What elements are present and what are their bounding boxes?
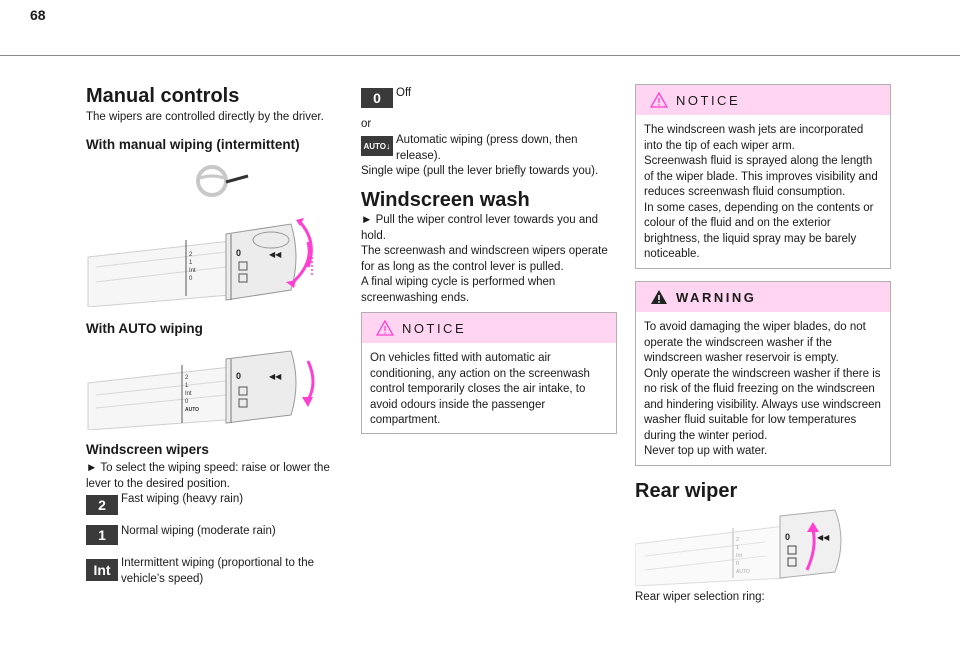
page-number: 68 [30, 7, 46, 23]
section-title-rear-wiper: Rear wiper [635, 480, 738, 502]
notice-box-col2 [361, 312, 617, 434]
svg-text:Int: Int [185, 391, 192, 397]
svg-text:2: 2 [185, 375, 189, 381]
key-2-text: Fast wiping (heavy rain) [121, 493, 244, 505]
svg-text:2: 2 [189, 252, 193, 258]
single-wipe-text: Single wipe (pull the lever briefly towards you). [361, 165, 599, 177]
notice-header [636, 85, 890, 115]
notice-box-col3 [635, 84, 891, 269]
subheading-manual-wiping: With manual wiping (intermittent) [86, 137, 300, 152]
warning-box [635, 281, 891, 466]
wiper-lever-auto-illustration [86, 345, 326, 430]
section-title-manual-controls: Manual controls [86, 85, 240, 107]
warning-header [636, 282, 890, 312]
steering-wheel-icon [192, 164, 262, 198]
svg-text:Int: Int [736, 553, 743, 559]
key-0: 0 [361, 88, 393, 108]
wash-text: ► Pull the wiper control lever towards you and hold. The screenwash and windscreen wipers operate for as long as the control lever is pulled. A final wiping cycle is performed when screenwashing ends. [361, 214, 608, 304]
notice-title: NOTICE [676, 92, 741, 108]
svg-text:◀◀: ◀◀ [817, 533, 830, 542]
svg-text:0: 0 [236, 371, 242, 381]
warning-triangle-icon [376, 320, 394, 336]
svg-text:1: 1 [736, 545, 740, 551]
intro-text: The wipers are controlled directly by the driver. [86, 111, 324, 123]
svg-text:0: 0 [189, 276, 193, 282]
key-int: Int [86, 559, 118, 581]
warning-filled-triangle-icon [650, 289, 668, 305]
header-rule [0, 55, 960, 56]
key-auto-label: AUTO [363, 141, 387, 151]
svg-text:◀◀: ◀◀ [269, 250, 282, 259]
warning-title: WARNING [676, 289, 757, 305]
key-auto-text: Automatic wiping (press down, then release). [396, 134, 578, 162]
notice-header [362, 313, 616, 343]
notice-body: The windscreen wash jets are incorporated into the tip of each wiper arm. Screenwash fluid is sprayed along the length of the wiper blade. This improves visibility and reduces screenwash fluid consumption. In some cases, depending on the contents or colour of the fluid and on the exterior brightness, the liquid spray may be barely noticeable. [644, 124, 878, 260]
subheading-auto-wiping: With AUTO wiping [86, 321, 203, 336]
key-2: 2 [86, 495, 118, 515]
section-title-windscreen-wash: Windscreen wash [361, 189, 530, 211]
svg-text:AUTO: AUTO [185, 407, 200, 413]
svg-text:1: 1 [185, 383, 189, 389]
svg-text:0: 0 [236, 248, 242, 258]
subheading-windscreen-wipers: Windscreen wipers [86, 442, 209, 457]
notice-title: NOTICE [402, 320, 467, 336]
svg-text:2: 2 [736, 537, 740, 543]
or-text: or [361, 118, 372, 130]
warning-triangle-icon [650, 92, 668, 108]
svg-text:0: 0 [185, 399, 189, 405]
svg-text:1: 1 [189, 260, 193, 266]
key-int-text: Intermittent wiping (proportional to the vehicle’s speed) [121, 557, 315, 585]
speed-intro: ► To select the wiping speed: raise or lower the lever to the desired position. [86, 462, 330, 490]
notice-body: On vehicles fitted with automatic air conditioning, any action on the screenwash control temporarily closes the air intake, to avoid odours inside the passenger compartment. [370, 352, 590, 426]
key-1: 1 [86, 525, 118, 545]
rear-wiper-ring-illustration [635, 508, 850, 586]
svg-text:◀◀: ◀◀ [269, 372, 282, 381]
key-1-text: Normal wiping (moderate rain) [121, 525, 276, 537]
key-0-text: Off [396, 87, 412, 99]
key-auto [361, 136, 393, 156]
svg-text:AUTO: AUTO [736, 569, 750, 575]
warning-body: To avoid damaging the wiper blades, do not operate the windscreen washer if the windscreen washer reservoir is empty. Only operate the windscreen washer if there is no risk of the fluid freezing on the windscreen and hindering visibility. Always use windscreen washer fluid suitable for low temperatures during the winter period. Never top up with water. [644, 321, 881, 457]
svg-text:Int: Int [189, 268, 196, 274]
wiper-lever-manual-illustration [86, 212, 326, 307]
svg-text:0: 0 [736, 561, 740, 567]
svg-text:0: 0 [785, 532, 791, 542]
arrow-down-icon: ↓ [386, 141, 391, 151]
rear-wiper-text: Rear wiper selection ring: [635, 591, 765, 603]
